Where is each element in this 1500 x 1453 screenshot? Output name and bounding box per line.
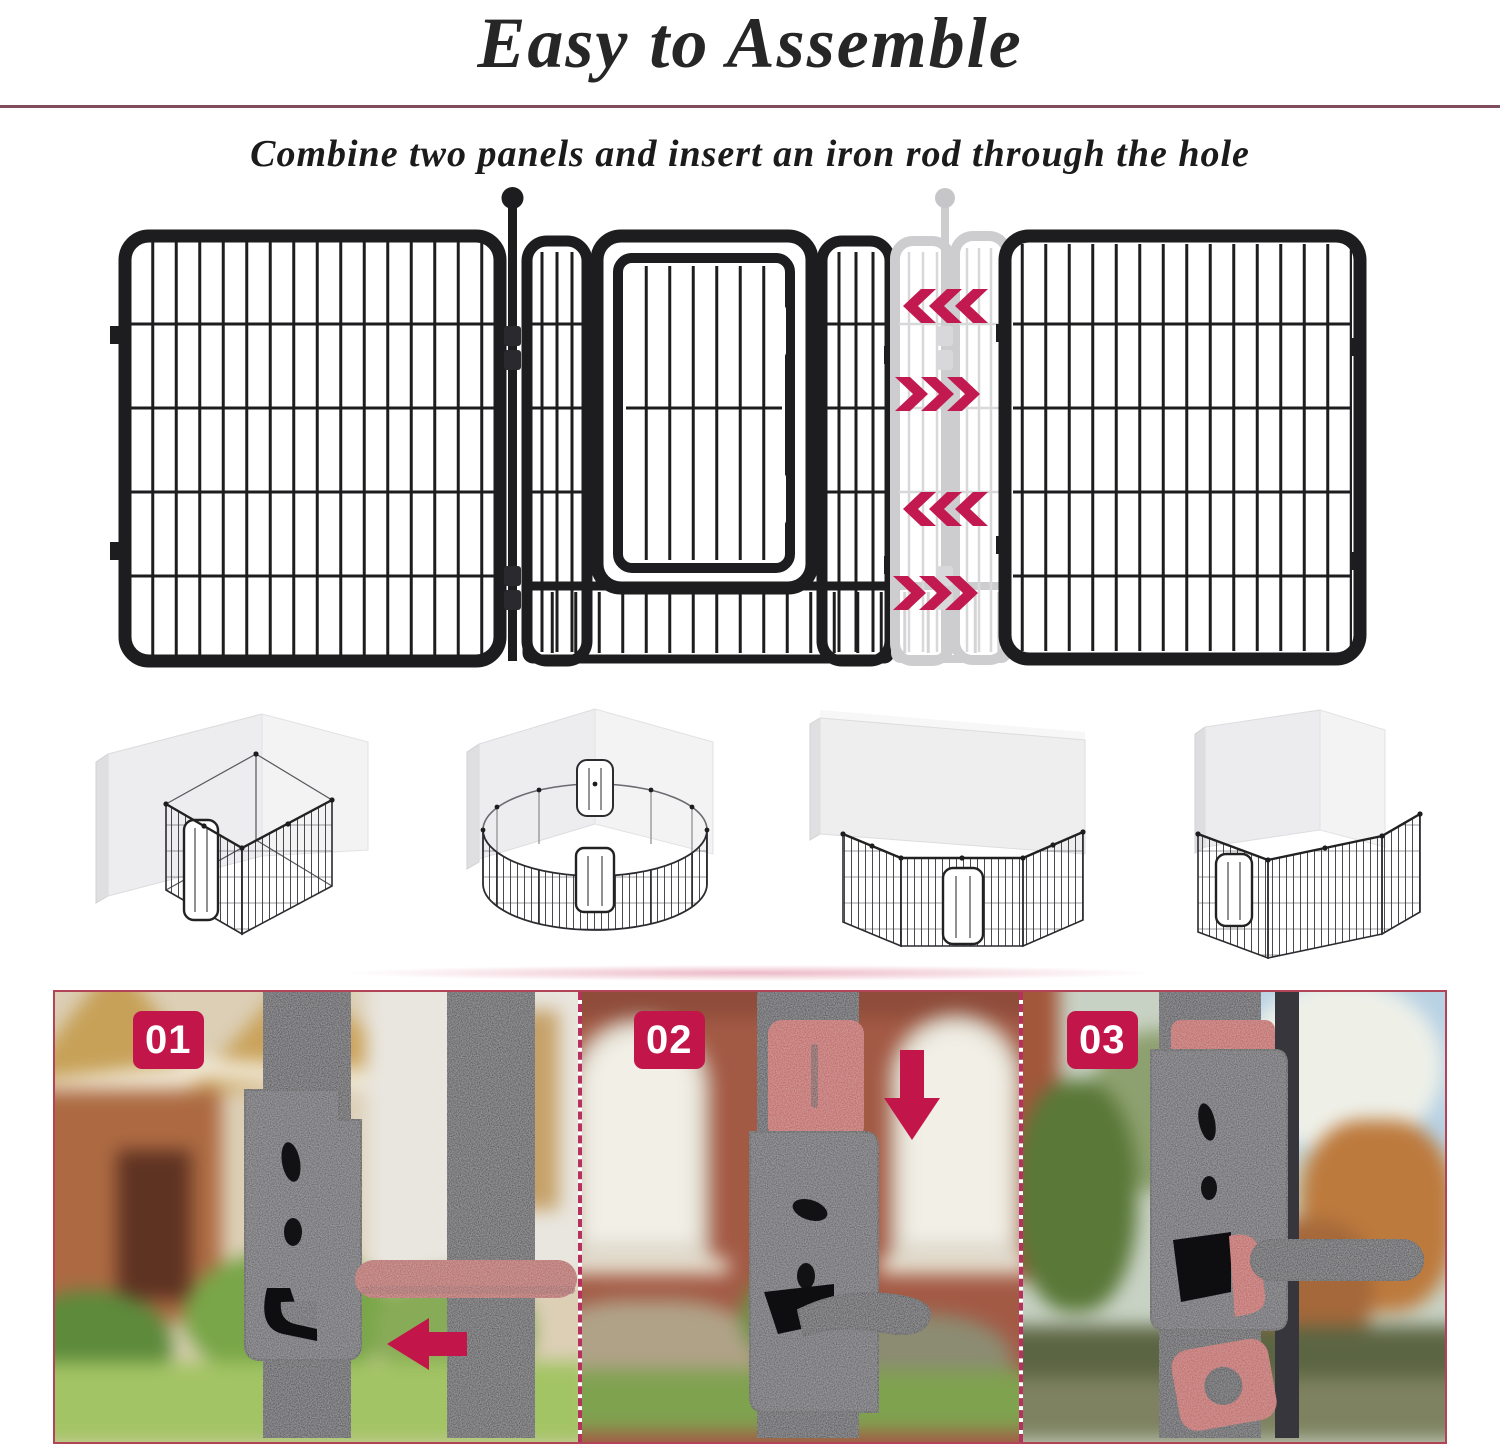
layout-corner-pen [70, 682, 370, 960]
step-photo-3 [1019, 992, 1445, 1442]
layout-circle-pen [437, 682, 749, 960]
page-title: Easy to Assemble [477, 3, 1023, 83]
step-photo-2 [578, 992, 1019, 1442]
arrow-down-icon [884, 1050, 940, 1140]
wire-hook [1251, 1240, 1423, 1280]
fence-assembly-diagram [0, 186, 1500, 676]
step-photo-1 [55, 992, 578, 1442]
hook-opening [1173, 1232, 1231, 1302]
fence-panel-left [110, 236, 500, 661]
iron-rod-red [355, 1260, 577, 1298]
iron-rod-red [768, 1020, 864, 1140]
layout-wall-pen [785, 682, 1115, 960]
step-badge-02: 02 [634, 1011, 705, 1069]
pink-glow-divider [210, 964, 1290, 982]
layout-corner-wrap-pen [1150, 682, 1435, 960]
pen-layout-examples [0, 682, 1500, 960]
fence-panel-right [996, 236, 1365, 659]
rod-bottom-red [1169, 1336, 1280, 1434]
subtitle: Combine two panels and insert an iron rod through the hole [250, 133, 1250, 175]
assembly-steps-photos [53, 990, 1447, 1444]
door-panel-assembly [527, 236, 897, 661]
step-badge-01: 01 [133, 1011, 204, 1069]
maroon-divider-line [0, 105, 1500, 108]
header [0, 2, 1500, 176]
step-badge-03: 03 [1067, 1011, 1138, 1069]
fence-assembly-svg [0, 186, 1500, 676]
